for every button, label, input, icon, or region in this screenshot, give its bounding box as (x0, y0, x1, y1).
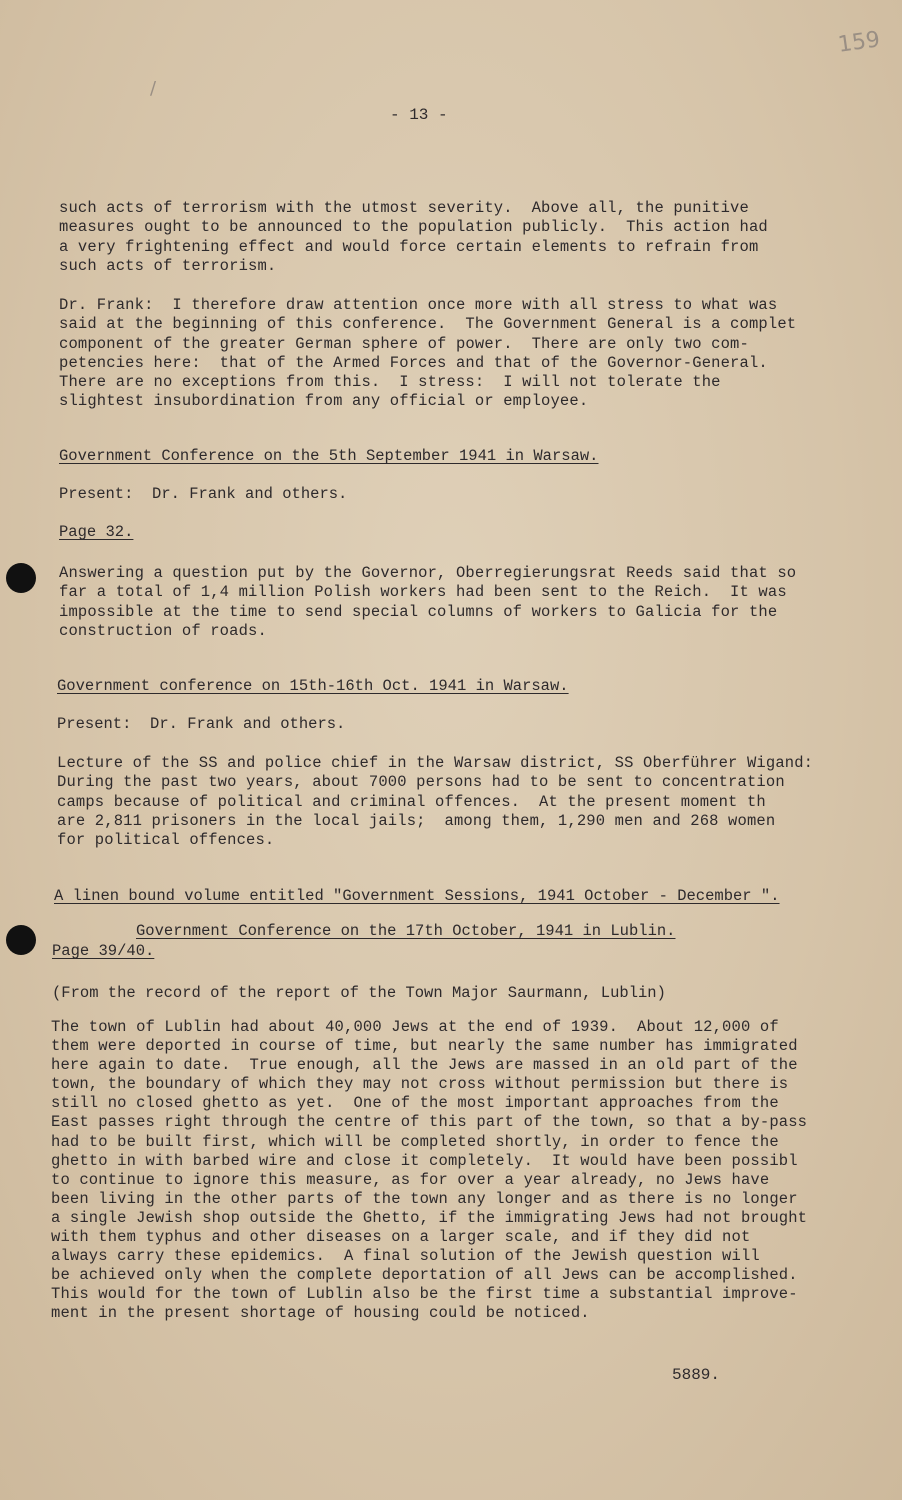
heading-conference-17-october: Government Conference on the 17th October, 1941 in Lublin. (136, 922, 676, 940)
page-reference-32: Page 32. (59, 523, 134, 541)
paragraph-ss-lecture: Lecture of the SS and police chief in the Warsaw district, SS Oberführer Wigand: During the past two years, about 7000 persons had to be sent to concentration camps because of political and criminal offences. At the present moment th are 2,811 prisoners in the local jails; among them, 1,290 men and 268 women for political offences. (57, 754, 814, 850)
paragraph-dr-frank-statement: Dr. Frank: I therefore draw attention once more with all stress to what was said at the beginning of this conference. The Government General is a complet component of the greater German sphere of power. There are only two com- petencies here: that of the Armed Forces and that of the Governor-General. There are no exceptions from this. I stress: I will not tolerate the slightest insubordination from any official or employee. (59, 296, 797, 411)
heading-conference-15-october: Government conference on 15th-16th Oct. 1941 in Warsaw. (57, 677, 569, 695)
paragraph-terrorism: such acts of terrorism with the utmost severity. Above all, the punitive measures ought to be announced to the population publicly. This action had a very frightening effect and would force certain elements to refrain from such acts of terrorism. (59, 199, 768, 275)
present-line-2: Present: Dr. Frank and others. (57, 715, 346, 733)
heading-conference-5-september: Government Conference on the 5th September 1941 in Warsaw. (59, 447, 599, 465)
punch-hole (6, 563, 36, 593)
source-note: (From the record of the report of the Town Major Saurmann, Lublin) (52, 984, 666, 1002)
punch-hole (6, 925, 36, 955)
paragraph-polish-workers: Answering a question put by the Governor, Oberregierungsrat Reeds said that so far a total of 1,4 million Polish workers had been sent to the Reich. It was impossible at the time to send special columns of workers to Galicia for the construction of roads. (59, 564, 797, 640)
heading-linen-volume: A linen bound volume entitled "Government Sessions, 1941 October - December ". (54, 887, 780, 905)
paragraph-lublin-report: The town of Lublin had about 40,000 Jews at the end of 1939. About 12,000 of them were deported in course of time, but nearly the same number has immigrated here again to date. True enough, all the Jews are massed in an old part of the town, the boundary of which they may not cross without permission but there is still no closed ghetto as yet. One of the most important approaches from the East passes right through the centre of this part of the town, so that a by-pass had to be built first, which will be completed shortly, in order to fence the ghetto in with barbed wire and close it completely. It would have been possibl to continue to ignore this measure, as for over a year already, no Jews have been living in the other parts of the town any longer and as there is no longer a single Jewish shop outside the Ghetto, if the immigrating Jews had not brought with them typhus and other diseases on a larger scale, and if they did not always carry these epidemics. A final solution of the Jewish question will be achieved only when the complete deportation of all Jews can be accomplished. This would for the town of Lublin also be the first time a substantial improve- ment in the present shortage of housing could be noticed. (51, 1018, 808, 1323)
document-number: 5889. (672, 1366, 721, 1384)
handwritten-page-mark: 159 (836, 27, 882, 58)
pencil-tick-mark: / (150, 78, 157, 99)
present-line-1: Present: Dr. Frank and others. (59, 485, 348, 503)
page-number: - 13 - (390, 106, 448, 124)
page-reference-39-40: Page 39/40. (52, 942, 155, 960)
